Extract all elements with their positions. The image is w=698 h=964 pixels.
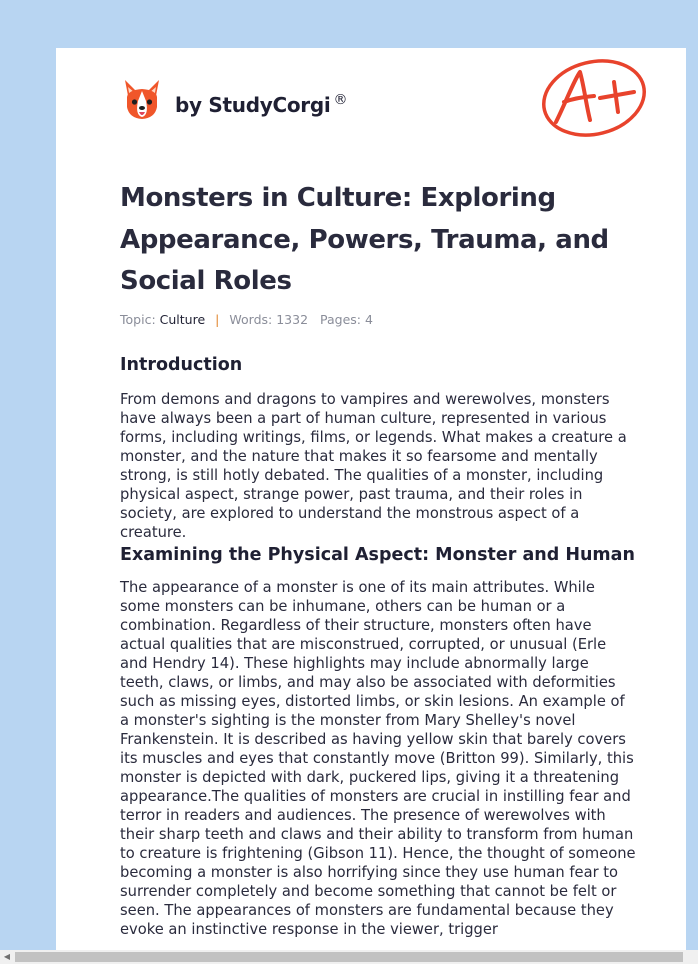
document-title: Monsters in Culture: Exploring Appearance, Powers, Trauma, and Social Roles (120, 183, 609, 296)
topic-link[interactable]: Culture (159, 312, 206, 327)
words-label: Words: (229, 312, 273, 327)
document-page (56, 48, 686, 950)
grade-badge-label: A+ (546, 54, 548, 55)
corgi-logo-icon (122, 77, 162, 121)
section-paragraph-physical-aspect: The appearance of a monster is one of its main attributes. While some monsters can be inhumane, others can be human or a combination. Regardless of their structure, monsters often have actual qualities that are misconstrued, corrupted, or unusual (Erle and Hendry 14). These highlights may include abnormally large teeth, claws, or limbs, and may also be associated with deformities such as missing eyes, distorted limbs, or skin lesions. An example of a monster's sighting is the monster from Mary Shelley's novel Frankenstein. It is described as having yellow skin that barely covers its muscles and eyes that constantly move (Britton 99). Similarly, this monster is depicted with dark, puckered lips, giving it a threatening appearance.The qualities of monsters are crucial in instilling fear and terror in readers and audiences. The presence of werewolves with their sharp teeth and claws and their ability to transform from human to creature is frightening (Gibson 11). Hence, the thought of someone becoming a monster is also horrifying since they use human fear to surrender completely and become something that cannot be felt or seen. The appearances of monsters are fundamental because they evoke an instinctive response in the viewer, trigger (120, 579, 636, 938)
section-paragraph-introduction: From demons and dragons to vampires and werewolves, monsters have always been a part of human culture, represented in various forms, including writings, films, or legends. What makes a creature a monster, and the nature that makes it so fearsome and mentally strong, is still hotly debated. The qualities of a monster, including physical aspect, strange power, past trauma, and their roles in society, are explored to understand the monstrous aspect of a creature. (120, 391, 627, 541)
document-meta (120, 312, 373, 327)
pages-label: Pages: (320, 312, 362, 327)
words-value: 1332 (276, 312, 309, 327)
grade-a-plus-badge (538, 54, 648, 140)
brand-name: by StudyCorgi ® (175, 92, 348, 117)
scrollbar-thumb[interactable] (15, 952, 683, 962)
meta-separator: | (215, 312, 220, 327)
horizontal-scrollbar[interactable] (0, 950, 698, 964)
section-heading-physical-aspect: Examining the Physical Aspect: Monster and Human (120, 545, 635, 565)
pages-value: 4 (365, 312, 373, 327)
topic-label: Topic: (120, 312, 156, 327)
document-body (120, 354, 636, 939)
section-heading-introduction: Introduction (120, 355, 243, 375)
scroll-left-arrow-icon[interactable]: ◀ (3, 952, 11, 961)
